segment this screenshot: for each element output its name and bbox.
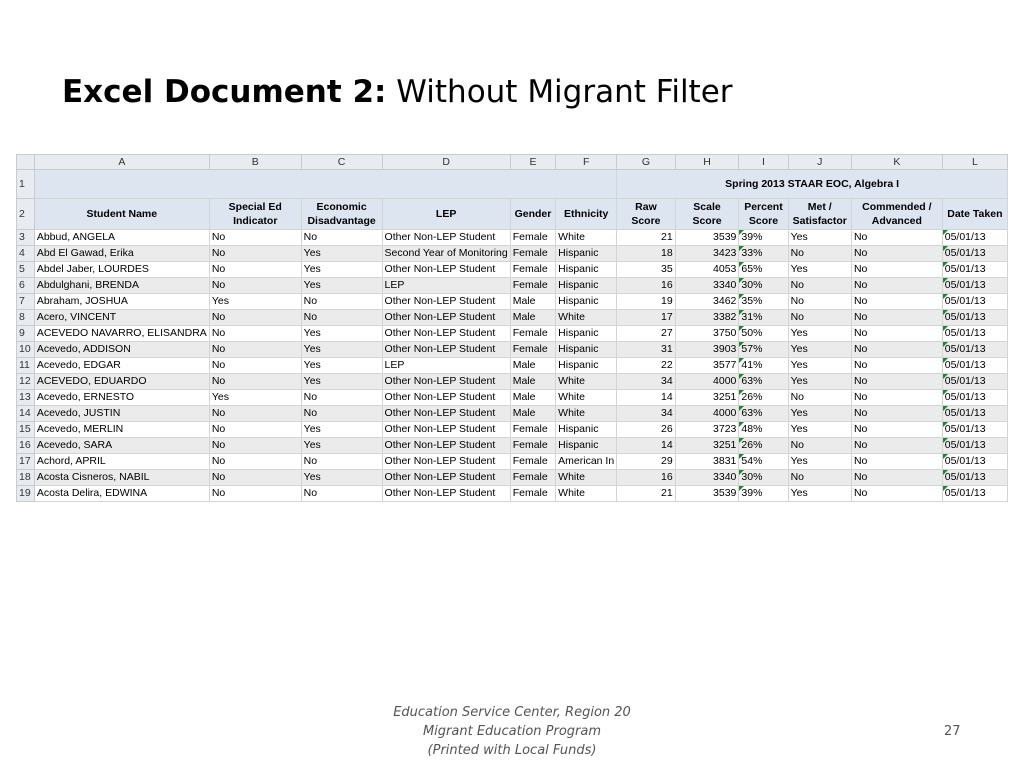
table-cell[interactable]: Other Non-LEP Student xyxy=(382,262,510,278)
header-row-2 xyxy=(17,199,1008,230)
table-cell[interactable]: Yes xyxy=(301,342,382,358)
table-cell[interactable]: No xyxy=(209,374,301,390)
table-cell[interactable]: No xyxy=(851,246,942,262)
table-cell[interactable]: 17 xyxy=(617,310,675,326)
table-cell[interactable]: 27 xyxy=(617,326,675,342)
footer-line-program: Migrant Education Program xyxy=(422,724,602,739)
select-all-corner[interactable] xyxy=(17,155,35,170)
table-cell[interactable]: Other Non-LEP Student xyxy=(382,310,510,326)
table-cell[interactable]: Female xyxy=(510,326,555,342)
table-cell[interactable]: Other Non-LEP Student xyxy=(382,486,510,502)
table-cell[interactable]: Other Non-LEP Student xyxy=(382,374,510,390)
table-cell[interactable]: 3539 xyxy=(675,230,739,246)
table-cell[interactable]: Hispanic xyxy=(556,438,617,454)
table-cell[interactable]: Abraham, JOSHUA xyxy=(34,294,209,310)
table-cell[interactable]: Acosta Delira, EDWINA xyxy=(34,486,209,502)
table-cell[interactable]: 57% xyxy=(739,342,788,358)
table-cell[interactable]: Other Non-LEP Student xyxy=(382,454,510,470)
table-row xyxy=(17,358,1008,374)
table-cell[interactable]: Hispanic xyxy=(556,342,617,358)
slide-title-text: Without Migrant Filter xyxy=(386,74,733,110)
slide-title-bold: Excel Document 2: xyxy=(62,74,387,110)
table-cell[interactable]: 05/01/13 xyxy=(942,294,1007,310)
table-row xyxy=(17,438,1008,454)
column-header-row xyxy=(17,155,1008,170)
table-cell[interactable]: No xyxy=(788,438,851,454)
header-cell[interactable]: Special Ed Indicator xyxy=(209,199,301,230)
table-cell[interactable]: 3382 xyxy=(675,310,739,326)
table-cell[interactable]: No xyxy=(851,454,942,470)
table-cell[interactable]: No xyxy=(851,294,942,310)
table-cell[interactable]: Other Non-LEP Student xyxy=(382,390,510,406)
table-cell[interactable]: No xyxy=(209,262,301,278)
table-cell[interactable]: Other Non-LEP Student xyxy=(382,326,510,342)
column-header[interactable]: B xyxy=(209,155,301,170)
table-cell[interactable]: 05/01/13 xyxy=(942,278,1007,294)
table-cell[interactable]: 63% xyxy=(739,406,788,422)
table-row xyxy=(17,374,1008,390)
table-cell[interactable]: 21 xyxy=(617,486,675,502)
table-cell[interactable]: White xyxy=(556,406,617,422)
table-cell[interactable]: 34 xyxy=(617,374,675,390)
table-cell[interactable]: Acevedo, JUSTIN xyxy=(34,406,209,422)
table-cell[interactable]: No xyxy=(788,246,851,262)
table-row xyxy=(17,262,1008,278)
table-cell[interactable]: Yes xyxy=(788,406,851,422)
column-header[interactable]: E xyxy=(510,155,555,170)
table-cell[interactable]: No xyxy=(851,486,942,502)
table-cell[interactable]: Female xyxy=(510,486,555,502)
table-cell[interactable]: Male xyxy=(510,390,555,406)
table-cell[interactable]: No xyxy=(788,470,851,486)
table-cell[interactable]: Yes xyxy=(788,326,851,342)
table-cell[interactable]: Yes xyxy=(301,278,382,294)
table-cell[interactable]: Yes xyxy=(788,262,851,278)
table-cell[interactable]: 35 xyxy=(617,262,675,278)
table-cell[interactable]: No xyxy=(851,310,942,326)
table-row xyxy=(17,406,1008,422)
table-cell[interactable]: 05/01/13 xyxy=(942,390,1007,406)
table-cell[interactable]: 3903 xyxy=(675,342,739,358)
table-row xyxy=(17,342,1008,358)
table-cell[interactable]: Acevedo, ADDISON xyxy=(34,342,209,358)
table-cell[interactable]: Hispanic xyxy=(556,294,617,310)
table-cell[interactable]: Yes xyxy=(209,294,301,310)
row-number[interactable]: 2 xyxy=(17,199,35,230)
table-cell[interactable]: 05/01/13 xyxy=(942,246,1007,262)
table-cell[interactable]: 31% xyxy=(739,310,788,326)
table-cell[interactable]: Hispanic xyxy=(556,326,617,342)
table-cell[interactable]: 3750 xyxy=(675,326,739,342)
table-cell[interactable]: No xyxy=(209,230,301,246)
table-cell[interactable]: 26% xyxy=(739,390,788,406)
table-cell[interactable]: No xyxy=(301,230,382,246)
table-cell[interactable]: Male xyxy=(510,374,555,390)
table-cell[interactable]: 29 xyxy=(617,454,675,470)
table-cell[interactable]: Yes xyxy=(301,246,382,262)
table-cell[interactable]: ACEVEDO, EDUARDO xyxy=(34,374,209,390)
slide-title xyxy=(62,74,733,110)
table-cell[interactable]: Abdulghani, BRENDA xyxy=(34,278,209,294)
table-row xyxy=(17,294,1008,310)
table-cell[interactable]: American In xyxy=(556,454,617,470)
table-cell[interactable]: 16 xyxy=(617,470,675,486)
table-row xyxy=(17,278,1008,294)
table-cell[interactable]: No xyxy=(301,486,382,502)
table-cell[interactable]: No xyxy=(209,358,301,374)
table-cell[interactable]: Second Year of Monitoring xyxy=(382,246,510,262)
table-cell[interactable]: No xyxy=(851,374,942,390)
header-cell[interactable]: Economic Disadvantage xyxy=(301,199,382,230)
table-cell[interactable]: White xyxy=(556,390,617,406)
table-cell[interactable]: No xyxy=(209,342,301,358)
table-cell[interactable]: Abbud, ANGELA xyxy=(34,230,209,246)
header-cell[interactable]: Ethnicity xyxy=(556,199,617,230)
column-header[interactable]: L xyxy=(942,155,1007,170)
table-cell[interactable]: 3340 xyxy=(675,470,739,486)
table-cell[interactable]: White xyxy=(556,230,617,246)
table-cell[interactable]: White xyxy=(556,486,617,502)
table-row xyxy=(17,310,1008,326)
table-row xyxy=(17,326,1008,342)
table-cell[interactable]: 05/01/13 xyxy=(942,422,1007,438)
table-cell[interactable]: 30% xyxy=(739,470,788,486)
row-number[interactable]: 15 xyxy=(17,422,35,438)
table-row xyxy=(17,230,1008,246)
table-cell[interactable]: No xyxy=(851,438,942,454)
table-cell[interactable]: Female xyxy=(510,438,555,454)
table-cell[interactable]: Other Non-LEP Student xyxy=(382,406,510,422)
blank-header-cell[interactable] xyxy=(34,170,616,199)
table-cell[interactable]: No xyxy=(851,390,942,406)
table-cell[interactable]: 4000 xyxy=(675,374,739,390)
table-cell[interactable]: Female xyxy=(510,470,555,486)
table-cell[interactable]: No xyxy=(788,294,851,310)
table-cell[interactable]: 54% xyxy=(739,454,788,470)
row-number[interactable]: 12 xyxy=(17,374,35,390)
table-cell[interactable]: Yes xyxy=(788,454,851,470)
table-cell[interactable]: 05/01/13 xyxy=(942,358,1007,374)
table-cell[interactable]: 21 xyxy=(617,230,675,246)
table-row xyxy=(17,246,1008,262)
table-cell[interactable]: Female xyxy=(510,342,555,358)
table-cell[interactable]: 63% xyxy=(739,374,788,390)
table-cell[interactable]: Female xyxy=(510,422,555,438)
table-cell[interactable]: 16 xyxy=(617,278,675,294)
table-cell[interactable]: Other Non-LEP Student xyxy=(382,422,510,438)
column-header[interactable]: D xyxy=(382,155,510,170)
table-cell[interactable]: Other Non-LEP Student xyxy=(382,294,510,310)
table-cell[interactable]: Hispanic xyxy=(556,278,617,294)
table-cell[interactable]: Acevedo, EDGAR xyxy=(34,358,209,374)
row-number[interactable]: 13 xyxy=(17,390,35,406)
page-number: 27 xyxy=(944,724,961,739)
row-number[interactable]: 1 xyxy=(17,170,35,199)
table-cell[interactable]: Acevedo, MERLIN xyxy=(34,422,209,438)
table-cell[interactable]: No xyxy=(788,310,851,326)
table-cell[interactable]: 39% xyxy=(739,230,788,246)
table-cell[interactable]: 26 xyxy=(617,422,675,438)
row-number[interactable]: 9 xyxy=(17,326,35,342)
table-cell[interactable]: 05/01/13 xyxy=(942,310,1007,326)
header-cell[interactable]: Percent Score xyxy=(739,199,788,230)
table-cell[interactable]: 50% xyxy=(739,326,788,342)
column-header[interactable]: H xyxy=(675,155,739,170)
table-cell[interactable]: 3251 xyxy=(675,390,739,406)
table-cell[interactable]: ACEVEDO NAVARRO, ELISANDRA xyxy=(34,326,209,342)
table-cell[interactable]: Acero, VINCENT xyxy=(34,310,209,326)
table-row xyxy=(17,454,1008,470)
table-cell[interactable]: 39% xyxy=(739,486,788,502)
table-cell[interactable]: No xyxy=(851,326,942,342)
table-cell[interactable]: No xyxy=(209,486,301,502)
table-cell[interactable]: 14 xyxy=(617,438,675,454)
table-cell[interactable]: White xyxy=(556,470,617,486)
table-cell[interactable]: No xyxy=(851,422,942,438)
row-number[interactable]: 8 xyxy=(17,310,35,326)
table-cell[interactable]: 05/01/13 xyxy=(942,374,1007,390)
table-cell[interactable]: LEP xyxy=(382,278,510,294)
table-cell[interactable]: 3831 xyxy=(675,454,739,470)
spreadsheet-grid[interactable] xyxy=(16,154,1008,502)
table-cell[interactable]: No xyxy=(851,342,942,358)
header-cell[interactable]: Date Taken xyxy=(942,199,1007,230)
table-cell[interactable]: 26% xyxy=(739,438,788,454)
table-cell[interactable]: 3462 xyxy=(675,294,739,310)
table-cell[interactable]: 05/01/13 xyxy=(942,230,1007,246)
table-cell[interactable]: No xyxy=(851,262,942,278)
table-cell[interactable]: No xyxy=(301,406,382,422)
table-row xyxy=(17,422,1008,438)
table-cell[interactable]: Female xyxy=(510,262,555,278)
footer-line-org: Education Service Center, Region 20 xyxy=(393,705,631,720)
table-cell[interactable]: Hispanic xyxy=(556,358,617,374)
row-number[interactable]: 6 xyxy=(17,278,35,294)
table-cell[interactable]: Female xyxy=(510,246,555,262)
table-cell[interactable]: Yes xyxy=(301,470,382,486)
table-cell[interactable]: Yes xyxy=(301,326,382,342)
row-number[interactable]: 18 xyxy=(17,470,35,486)
table-cell[interactable]: Acevedo, ERNESTO xyxy=(34,390,209,406)
row-number[interactable]: 5 xyxy=(17,262,35,278)
table-cell[interactable]: Yes xyxy=(301,438,382,454)
table-cell[interactable]: 3423 xyxy=(675,246,739,262)
table-cell[interactable]: Male xyxy=(510,310,555,326)
table-cell[interactable]: Male xyxy=(510,358,555,374)
table-cell[interactable]: Yes xyxy=(788,342,851,358)
table-cell[interactable]: Yes xyxy=(788,486,851,502)
table-cell[interactable]: 4053 xyxy=(675,262,739,278)
row-number[interactable]: 17 xyxy=(17,454,35,470)
row-number[interactable]: 3 xyxy=(17,230,35,246)
table-cell[interactable]: Yes xyxy=(301,262,382,278)
table-cell[interactable]: No xyxy=(209,438,301,454)
table-cell[interactable]: 3577 xyxy=(675,358,739,374)
table-cell[interactable]: No xyxy=(301,294,382,310)
table-cell[interactable]: No xyxy=(209,246,301,262)
table-cell[interactable]: 18 xyxy=(617,246,675,262)
row-number[interactable]: 4 xyxy=(17,246,35,262)
header-cell[interactable]: Met / Satisfactor xyxy=(788,199,851,230)
row-number[interactable]: 11 xyxy=(17,358,35,374)
table-cell[interactable]: 4000 xyxy=(675,406,739,422)
header-cell[interactable]: Commended / Advanced xyxy=(851,199,942,230)
column-header[interactable]: A xyxy=(34,155,209,170)
table-cell[interactable]: No xyxy=(301,390,382,406)
table-cell[interactable]: 05/01/13 xyxy=(942,454,1007,470)
table-cell[interactable]: Acosta Cisneros, NABIL xyxy=(34,470,209,486)
table-cell[interactable]: Yes xyxy=(788,358,851,374)
table-cell[interactable]: No xyxy=(209,278,301,294)
table-cell[interactable]: Acevedo, SARA xyxy=(34,438,209,454)
table-cell[interactable]: No xyxy=(301,310,382,326)
table-cell[interactable]: No xyxy=(209,310,301,326)
table-cell[interactable]: Abdel Jaber, LOURDES xyxy=(34,262,209,278)
header-cell[interactable]: Scale Score xyxy=(675,199,739,230)
table-cell[interactable]: 05/01/13 xyxy=(942,438,1007,454)
table-cell[interactable]: 05/01/13 xyxy=(942,262,1007,278)
table-cell[interactable]: No xyxy=(788,278,851,294)
row-number[interactable]: 14 xyxy=(17,406,35,422)
table-cell[interactable]: 05/01/13 xyxy=(942,406,1007,422)
column-header[interactable]: I xyxy=(739,155,788,170)
table-cell[interactable]: 14 xyxy=(617,390,675,406)
table-cell[interactable]: 3340 xyxy=(675,278,739,294)
spreadsheet[interactable] xyxy=(16,154,1008,504)
row-number[interactable]: 19 xyxy=(17,486,35,502)
header-cell[interactable]: Student Name xyxy=(34,199,209,230)
table-cell[interactable]: No xyxy=(788,390,851,406)
table-cell[interactable]: Other Non-LEP Student xyxy=(382,470,510,486)
table-cell[interactable]: No xyxy=(851,470,942,486)
table-cell[interactable]: Yes xyxy=(788,374,851,390)
table-cell[interactable]: 48% xyxy=(739,422,788,438)
table-cell[interactable]: Yes xyxy=(301,422,382,438)
table-cell[interactable]: No xyxy=(851,278,942,294)
table-cell[interactable]: Yes xyxy=(788,230,851,246)
table-cell[interactable]: Male xyxy=(510,406,555,422)
header-cell[interactable]: Raw Score xyxy=(617,199,675,230)
table-cell[interactable]: No xyxy=(851,230,942,246)
table-cell[interactable]: Hispanic xyxy=(556,422,617,438)
table-cell[interactable]: 05/01/13 xyxy=(942,342,1007,358)
table-cell[interactable]: LEP xyxy=(382,358,510,374)
header-cell[interactable]: Gender xyxy=(510,199,555,230)
table-cell[interactable]: Abd El Gawad, Erika xyxy=(34,246,209,262)
column-header[interactable]: C xyxy=(301,155,382,170)
table-cell[interactable]: Yes xyxy=(301,374,382,390)
row-number[interactable]: 7 xyxy=(17,294,35,310)
footer-line-funding: (Printed with Local Funds) xyxy=(427,743,597,758)
column-header[interactable]: K xyxy=(851,155,942,170)
table-cell[interactable]: 3723 xyxy=(675,422,739,438)
table-cell[interactable]: 34 xyxy=(617,406,675,422)
table-cell[interactable]: 05/01/13 xyxy=(942,486,1007,502)
table-cell[interactable]: Hispanic xyxy=(556,246,617,262)
column-header[interactable]: G xyxy=(617,155,675,170)
row-number[interactable]: 16 xyxy=(17,438,35,454)
table-cell[interactable]: 22 xyxy=(617,358,675,374)
group-header-cell[interactable]: Spring 2013 STAAR EOC, Algebra I xyxy=(617,170,1008,199)
table-cell[interactable]: 31 xyxy=(617,342,675,358)
table-row xyxy=(17,470,1008,486)
table-cell[interactable]: No xyxy=(209,454,301,470)
table-cell[interactable]: 33% xyxy=(739,246,788,262)
table-cell[interactable]: 41% xyxy=(739,358,788,374)
table-cell[interactable]: No xyxy=(209,470,301,486)
table-cell[interactable]: 65% xyxy=(739,262,788,278)
table-cell[interactable]: Yes xyxy=(209,390,301,406)
table-cell[interactable]: 05/01/13 xyxy=(942,326,1007,342)
table-cell[interactable]: No xyxy=(209,422,301,438)
table-cell[interactable]: White xyxy=(556,310,617,326)
table-cell[interactable]: Yes xyxy=(301,358,382,374)
table-cell[interactable]: Male xyxy=(510,294,555,310)
table-row xyxy=(17,486,1008,502)
table-cell[interactable]: Other Non-LEP Student xyxy=(382,438,510,454)
table-cell[interactable]: 05/01/13 xyxy=(942,470,1007,486)
table-cell[interactable]: No xyxy=(209,326,301,342)
table-cell[interactable]: Yes xyxy=(788,422,851,438)
table-cell[interactable]: No xyxy=(209,406,301,422)
table-row xyxy=(17,390,1008,406)
column-header[interactable]: F xyxy=(556,155,617,170)
table-cell[interactable]: 30% xyxy=(739,278,788,294)
table-cell[interactable]: Female xyxy=(510,278,555,294)
header-row-1 xyxy=(17,170,1008,199)
footer xyxy=(362,703,662,760)
table-cell[interactable]: Achord, APRIL xyxy=(34,454,209,470)
table-cell[interactable]: No xyxy=(301,454,382,470)
table-cell[interactable]: 35% xyxy=(739,294,788,310)
table-cell[interactable]: 3251 xyxy=(675,438,739,454)
table-cell[interactable]: No xyxy=(851,406,942,422)
table-cell[interactable]: No xyxy=(851,358,942,374)
table-cell[interactable]: White xyxy=(556,374,617,390)
table-cell[interactable]: Female xyxy=(510,454,555,470)
row-number[interactable]: 10 xyxy=(17,342,35,358)
table-cell[interactable]: Other Non-LEP Student xyxy=(382,342,510,358)
column-header[interactable]: J xyxy=(788,155,851,170)
table-cell[interactable]: 19 xyxy=(617,294,675,310)
table-cell[interactable]: Female xyxy=(510,230,555,246)
header-cell[interactable]: LEP xyxy=(382,199,510,230)
table-cell[interactable]: Hispanic xyxy=(556,262,617,278)
table-cell[interactable]: 3539 xyxy=(675,486,739,502)
table-cell[interactable]: Other Non-LEP Student xyxy=(382,230,510,246)
